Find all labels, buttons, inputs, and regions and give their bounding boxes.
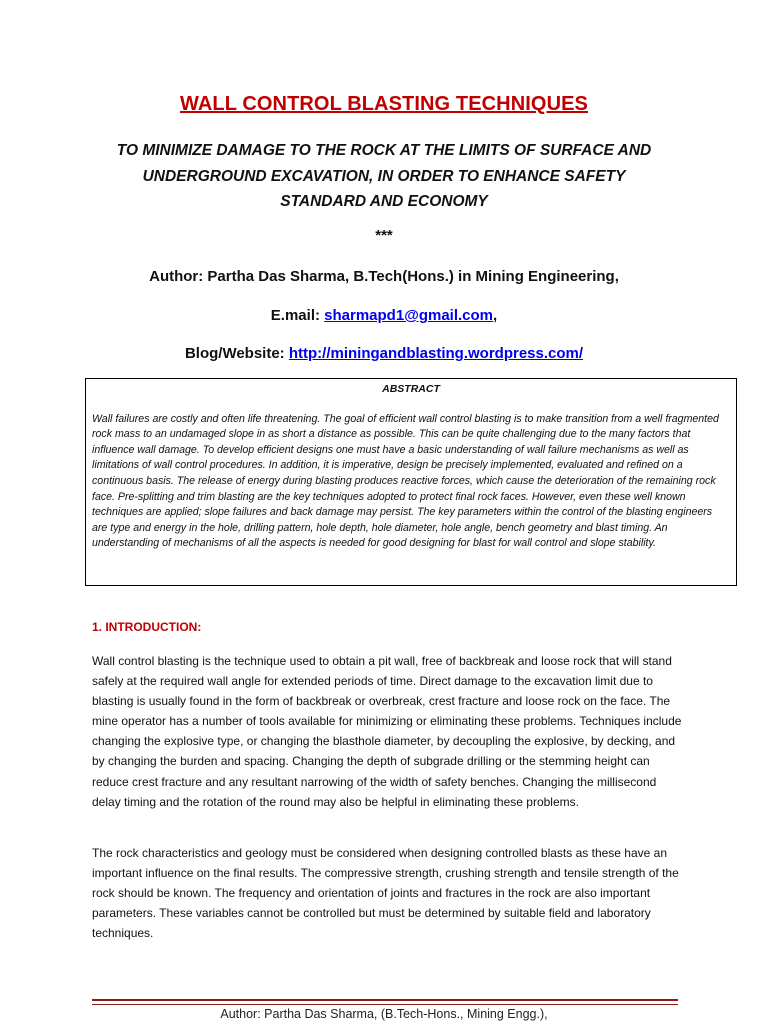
footer-rule (92, 1004, 678, 1005)
paragraph: Wall control blasting is the technique used to obtain a pit wall, free of backbreak and loose rock that will stand safely at the required wall angle for extended periods of time. Direct damage to the excavation limit due to blasting is usually found in the form of backbreak or overbreak, crest fracture and loose rock on the face. The mine operator has a number of tools available for minimizing or eliminating these problems. Techniques include changing the explosive type, or changing the blasthole diameter, by decoupling the explosive, by decking, and by changing the burden and spacing. Changing the depth of subgrade drilling or the stemming height can reduce crest fracture and any resultant narrowing of the width of safety benches. Changing the millisecond delay timing and the rotation of the round may also be helpful in eliminating these problems. (92, 654, 682, 809)
email-link[interactable]: sharmapd1@gmail.com (324, 307, 494, 324)
blog-line (0, 345, 768, 362)
separator: *** (375, 227, 393, 244)
blog-label: Blog/Website: (184, 345, 289, 362)
abstract-heading: ABSTRACT (382, 383, 440, 395)
section-heading: 1. INTRODUCTION: (92, 620, 202, 634)
footer-rule (92, 999, 678, 1001)
email-label: E.mail: (270, 307, 325, 324)
footer-text: Author: Partha Das Sharma, (B.Tech-Hons., Mining Engg.), (220, 1007, 548, 1021)
blog-link[interactable]: http://miningandblasting.wordpress.com/ (288, 345, 584, 362)
author-line: Author: Partha Das Sharma, B.Tech(Hons.) in Mining Engineering, (149, 268, 619, 285)
document-subtitle: TO MINIMIZE DAMAGE TO THE ROCK AT THE LIMITS OF SURFACE AND UNDERGROUND EXCAVATION, IN ORDER TO ENHANCE SAFETY STANDARD AND ECONOMY (116, 142, 652, 210)
email-suffix: , (493, 307, 498, 324)
abstract-body: Wall failures are costly and often life threatening. The goal of efficient wall control blasting is to make transition from a well fragmented rock mass to an undamaged slope in as short a distance as possible. This can be quite challenging due to the many factors that influence wall damage. To develop efficient designs one must have a basic understanding of wall failure mechanisms as well as limitations of wall control procedures. In addition, it is imperative, design be precisely implemented, evaluated and refined on a continuous basis. The release of energy during blasting produces reactive forces, which cause the deterioration of the remaining rock face. Pre-splitting and trim blasting are the key techniques adopted to protect final rock faces. However, even these well known techniques are applied; slope failures and back damage may persist. The key parameters within the control of the blasting engineers are type and energy in the hole, drilling pattern, hole depth, hole diameter, hole angle, bench geometry and blast timing. An understanding of mechanisms of all the aspects is needed for good designing for blast for wall control and slope stability. (92, 412, 719, 550)
document-title: WALL CONTROL BLASTING TECHNIQUES (179, 93, 588, 115)
email-line (0, 307, 768, 324)
paragraph: The rock characteristics and geology must be considered when designing controlled blasts as these have an important influence on the final results. The compressive strength, crushing strength and tensile strength of the rock should be known. The frequency and orientation of joints and fractures in the rock are also important parameters. These variables cannot be controlled but must be determined by suitable field and laboratory techniques. (92, 846, 679, 941)
abstract-box (85, 378, 737, 586)
